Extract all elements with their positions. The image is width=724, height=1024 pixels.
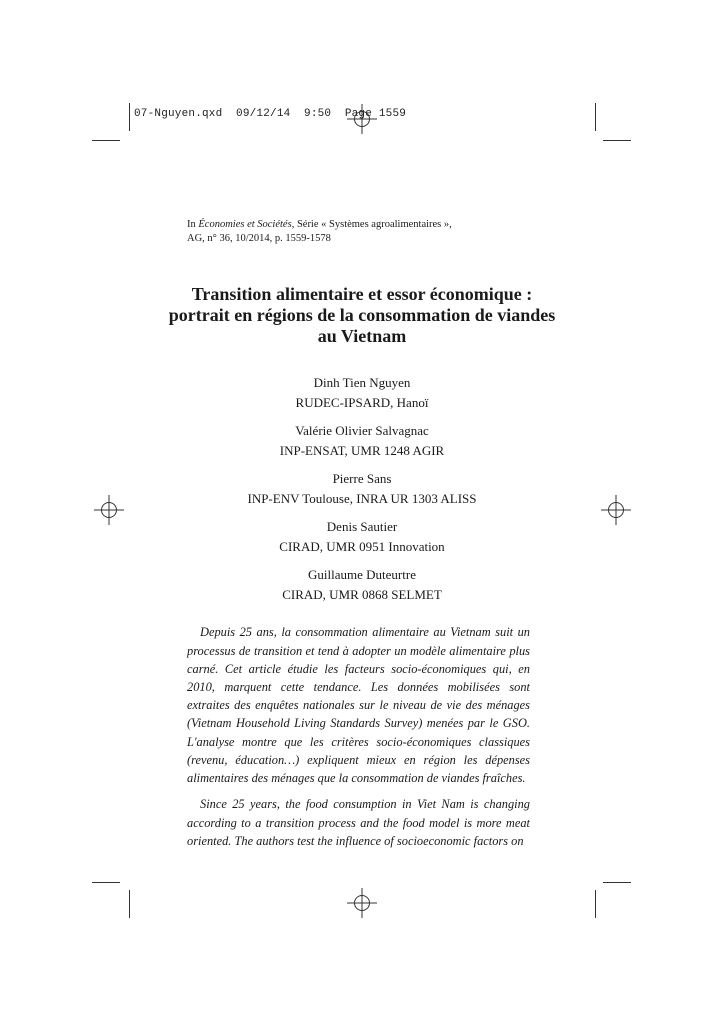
abstract-french: Depuis 25 ans, la consommation alimentaire au Vietnam suit un processus de transition et tend à adopter un modèle alimentaire plus carné. Cet article étudie les facteurs socio-économiques qui, en 2010, marquent cette tendance. Les données mobilisées sont extraites des enquêtes nationales sur le niveau de vie des ménages (Vietnam Household Living Standards Survey) menées par le GSO. L'analyse montre que les critères socio-économiques classiques (revenu, éducation…) expliquent mieux en région les dépenses alimentaires des ménages que la consommation de viandes fraîches. <box>187 625 530 786</box>
author-list <box>150 373 574 613</box>
author-affiliation: CIRAD, UMR 0951 Innovation <box>279 539 445 554</box>
file-slug: 07-Nguyen.qxd 09/12/14 9:50 Page 1559 <box>134 108 407 120</box>
journal-name: Économies et Sociétés <box>198 219 292 230</box>
abstract-english: Since 25 years, the food consumption in Viet Nam is changing according to a transition process and the food model is more meat oriented. The authors test the influence of socioeconomic factors on <box>187 797 530 848</box>
author-name: Guillaume Duteurtre <box>308 567 416 582</box>
author-name: Valérie Olivier Salvagnac <box>295 423 429 438</box>
author-name: Dinh Tien Nguyen <box>313 375 411 390</box>
crop-mark-top-right-horizontal <box>603 140 631 141</box>
registration-mark-left-icon <box>94 495 124 525</box>
source-citation <box>187 218 547 246</box>
crop-mark-bottom-left-horizontal <box>92 882 120 883</box>
author-block <box>150 421 574 461</box>
crop-mark-bottom-right-horizontal <box>603 882 631 883</box>
author-block <box>150 373 574 413</box>
crop-mark-top-left-horizontal <box>92 140 120 141</box>
title-line: portrait en régions de la consommation de viandes <box>168 305 556 325</box>
title-line: au Vietnam <box>317 326 407 346</box>
crop-mark-top-left-vertical <box>129 103 130 131</box>
author-affiliation: INP-ENSAT, UMR 1248 AGIR <box>279 443 445 458</box>
issue-info: AG, n° 36, 10/2014, p. 1559-1578 <box>187 233 331 244</box>
crop-mark-top-right-vertical <box>595 103 596 131</box>
crop-mark-bottom-left-vertical <box>129 890 130 918</box>
author-affiliation: RUDEC-IPSARD, Hanoï <box>295 395 429 410</box>
registration-mark-right-icon <box>601 495 631 525</box>
series-name: , Série « Systèmes agroalimentaires », <box>291 219 452 230</box>
author-affiliation: CIRAD, UMR 0868 SELMET <box>282 587 442 602</box>
registration-mark-bottom-icon <box>347 888 377 918</box>
author-affiliation: INP-ENV Toulouse, INRA UR 1303 ALISS <box>247 491 477 506</box>
article-title <box>150 284 574 347</box>
author-name: Pierre Sans <box>332 471 392 486</box>
author-block <box>150 469 574 509</box>
author-block <box>150 517 574 557</box>
author-name: Denis Sautier <box>326 519 398 534</box>
title-line: Transition alimentaire et essor économique : <box>191 284 533 304</box>
source-prefix: In <box>187 219 199 230</box>
crop-mark-bottom-right-vertical <box>595 890 596 918</box>
registration-mark-top-icon <box>347 104 377 134</box>
author-block <box>150 565 574 605</box>
